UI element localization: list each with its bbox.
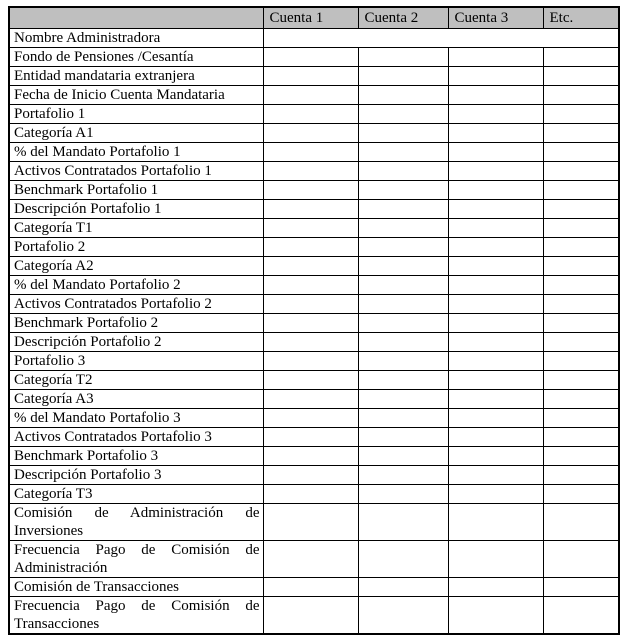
row-label: Categoría A3 xyxy=(9,390,263,409)
row-label: Categoría T3 xyxy=(9,485,263,504)
row-label: Benchmark Portafolio 3 xyxy=(9,447,263,466)
value-cell-cuenta-3 xyxy=(448,504,543,541)
value-cell-cuenta-2 xyxy=(358,162,448,181)
value-cell-cuenta-2 xyxy=(358,181,448,200)
value-cell-cuenta-1 xyxy=(263,541,358,578)
value-cell-cuenta-1 xyxy=(263,238,358,257)
value-cell-cuenta-1 xyxy=(263,219,358,238)
row-label: Categoría T1 xyxy=(9,219,263,238)
table-row xyxy=(9,504,619,541)
value-cell-cuenta-4 xyxy=(543,485,619,504)
table-row xyxy=(9,86,619,105)
header-cell-cuenta-2: Cuenta 2 xyxy=(358,7,448,29)
row-label: Fondo de Pensiones /Cesantía xyxy=(9,48,263,67)
value-cell-cuenta-1 xyxy=(263,143,358,162)
value-cell-cuenta-2 xyxy=(358,466,448,485)
value-cell-cuenta-4 xyxy=(543,504,619,541)
value-cell-cuenta-2 xyxy=(358,238,448,257)
value-cell-cuenta-3 xyxy=(448,181,543,200)
value-cell-cuenta-1 xyxy=(263,428,358,447)
row-label: Categoría T2 xyxy=(9,371,263,390)
value-cell-cuenta-2 xyxy=(358,48,448,67)
value-cell-cuenta-1 xyxy=(263,276,358,295)
row-label: Activos Contratados Portafolio 3 xyxy=(9,428,263,447)
value-cell-cuenta-3 xyxy=(448,314,543,333)
value-cell-cuenta-2 xyxy=(358,276,448,295)
value-cell-cuenta-3 xyxy=(448,333,543,352)
value-cell-cuenta-3 xyxy=(448,390,543,409)
table-row xyxy=(9,29,619,48)
value-cell-cuenta-3 xyxy=(448,238,543,257)
value-cell-cuenta-2 xyxy=(358,485,448,504)
value-cell-cuenta-1 xyxy=(263,105,358,124)
row-label: Activos Contratados Portafolio 2 xyxy=(9,295,263,314)
value-cell-cuenta-2 xyxy=(358,105,448,124)
value-cell-cuenta-1 xyxy=(263,200,358,219)
table-row xyxy=(9,67,619,86)
value-cell-cuenta-3 xyxy=(448,124,543,143)
value-cell-cuenta-1 xyxy=(263,162,358,181)
value-cell-cuenta-4 xyxy=(543,428,619,447)
table-row xyxy=(9,257,619,276)
value-cell-cuenta-3 xyxy=(448,200,543,219)
table-row xyxy=(9,162,619,181)
value-cell-cuenta-2 xyxy=(358,578,448,597)
row-label: Portafolio 2 xyxy=(9,238,263,257)
row-label: Frecuencia Pago de Comisión de Administración xyxy=(9,541,263,578)
row-label: Nombre Administradora xyxy=(9,29,263,48)
value-cell-cuenta-4 xyxy=(543,48,619,67)
value-cell-cuenta-4 xyxy=(543,447,619,466)
value-cell-cuenta-3 xyxy=(448,67,543,86)
row-label: Descripción Portafolio 2 xyxy=(9,333,263,352)
row-label: Comisión de Transacciones xyxy=(9,578,263,597)
row-label: Comisión de Administración de Inversiones xyxy=(9,504,263,541)
row-label: Fecha de Inicio Cuenta Mandataria xyxy=(9,86,263,105)
value-cell-cuenta-2 xyxy=(358,333,448,352)
value-cell-cuenta-3 xyxy=(448,485,543,504)
value-cell-cuenta-3 xyxy=(448,428,543,447)
value-cell-cuenta-4 xyxy=(543,295,619,314)
row-label: Benchmark Portafolio 1 xyxy=(9,181,263,200)
value-cell-cuenta-4 xyxy=(543,597,619,635)
row-label: Activos Contratados Portafolio 1 xyxy=(9,162,263,181)
value-cell-cuenta-2 xyxy=(358,257,448,276)
value-cell-cuenta-2 xyxy=(358,504,448,541)
table-row xyxy=(9,105,619,124)
row-label: Descripción Portafolio 1 xyxy=(9,200,263,219)
value-cell-cuenta-4 xyxy=(543,162,619,181)
table-row xyxy=(9,200,619,219)
value-cell-cuenta-1 xyxy=(263,333,358,352)
row-label: Descripción Portafolio 3 xyxy=(9,466,263,485)
value-cell-cuenta-2 xyxy=(358,219,448,238)
value-cell-cuenta-3 xyxy=(448,86,543,105)
value-cell-cuenta-2 xyxy=(358,67,448,86)
value-cell-cuenta-1 xyxy=(263,485,358,504)
value-cell-cuenta-3 xyxy=(448,257,543,276)
value-cell-cuenta-1 xyxy=(263,67,358,86)
value-cell-cuenta-4 xyxy=(543,333,619,352)
table-row xyxy=(9,409,619,428)
value-cell-cuenta-4 xyxy=(543,86,619,105)
value-cell-cuenta-4 xyxy=(543,124,619,143)
row-label: Portafolio 3 xyxy=(9,352,263,371)
value-cell-cuenta-4 xyxy=(543,238,619,257)
value-cell-cuenta-2 xyxy=(358,352,448,371)
value-cell-cuenta-3 xyxy=(448,597,543,635)
table-row xyxy=(9,541,619,578)
table-row xyxy=(9,124,619,143)
value-cell-cuenta-4 xyxy=(543,578,619,597)
table-row xyxy=(9,485,619,504)
value-cell-cuenta-3 xyxy=(448,143,543,162)
value-cell-cuenta-1 xyxy=(263,466,358,485)
value-cell-cuenta-2 xyxy=(358,390,448,409)
value-cell-cuenta-2 xyxy=(358,124,448,143)
value-cell-cuenta-1 xyxy=(263,597,358,635)
value-cell-cuenta-2 xyxy=(358,143,448,162)
table-row xyxy=(9,48,619,67)
table-row xyxy=(9,352,619,371)
row-label: Categoría A2 xyxy=(9,257,263,276)
value-cell-merged xyxy=(263,29,619,48)
value-cell-cuenta-1 xyxy=(263,371,358,390)
value-cell-cuenta-1 xyxy=(263,409,358,428)
value-cell-cuenta-4 xyxy=(543,390,619,409)
table-header xyxy=(9,7,619,29)
value-cell-cuenta-3 xyxy=(448,162,543,181)
value-cell-cuenta-1 xyxy=(263,181,358,200)
table-row xyxy=(9,276,619,295)
header-cell-cuenta-1: Cuenta 1 xyxy=(263,7,358,29)
table-row xyxy=(9,371,619,390)
table-row xyxy=(9,597,619,635)
value-cell-cuenta-2 xyxy=(358,200,448,219)
value-cell-cuenta-2 xyxy=(358,86,448,105)
value-cell-cuenta-3 xyxy=(448,409,543,428)
value-cell-cuenta-4 xyxy=(543,219,619,238)
table-row xyxy=(9,466,619,485)
value-cell-cuenta-1 xyxy=(263,578,358,597)
value-cell-cuenta-3 xyxy=(448,541,543,578)
row-label: Benchmark Portafolio 2 xyxy=(9,314,263,333)
value-cell-cuenta-3 xyxy=(448,48,543,67)
value-cell-cuenta-1 xyxy=(263,48,358,67)
value-cell-cuenta-1 xyxy=(263,257,358,276)
table-row xyxy=(9,238,619,257)
value-cell-cuenta-2 xyxy=(358,447,448,466)
value-cell-cuenta-4 xyxy=(543,409,619,428)
table-row xyxy=(9,333,619,352)
row-label: Frecuencia Pago de Comisión de Transacciones xyxy=(9,597,263,635)
value-cell-cuenta-2 xyxy=(358,314,448,333)
value-cell-cuenta-3 xyxy=(448,371,543,390)
value-cell-cuenta-3 xyxy=(448,105,543,124)
row-label: Categoría A1 xyxy=(9,124,263,143)
row-label: % del Mandato Portafolio 3 xyxy=(9,409,263,428)
value-cell-cuenta-2 xyxy=(358,371,448,390)
row-label: Entidad mandataria extranjera xyxy=(9,67,263,86)
value-cell-cuenta-3 xyxy=(448,295,543,314)
table-row xyxy=(9,219,619,238)
value-cell-cuenta-1 xyxy=(263,390,358,409)
value-cell-cuenta-2 xyxy=(358,428,448,447)
header-cell-etc: Etc. xyxy=(543,7,619,29)
value-cell-cuenta-3 xyxy=(448,466,543,485)
table-body xyxy=(9,29,619,635)
value-cell-cuenta-3 xyxy=(448,219,543,238)
value-cell-cuenta-4 xyxy=(543,541,619,578)
row-label: % del Mandato Portafolio 1 xyxy=(9,143,263,162)
value-cell-cuenta-3 xyxy=(448,352,543,371)
value-cell-cuenta-4 xyxy=(543,352,619,371)
value-cell-cuenta-1 xyxy=(263,352,358,371)
value-cell-cuenta-1 xyxy=(263,504,358,541)
value-cell-cuenta-3 xyxy=(448,578,543,597)
row-label: % del Mandato Portafolio 2 xyxy=(9,276,263,295)
value-cell-cuenta-1 xyxy=(263,86,358,105)
table-row xyxy=(9,447,619,466)
value-cell-cuenta-3 xyxy=(448,447,543,466)
value-cell-cuenta-1 xyxy=(263,314,358,333)
value-cell-cuenta-2 xyxy=(358,295,448,314)
value-cell-cuenta-4 xyxy=(543,200,619,219)
value-cell-cuenta-4 xyxy=(543,67,619,86)
header-cell-label xyxy=(9,7,263,29)
value-cell-cuenta-4 xyxy=(543,466,619,485)
table-row xyxy=(9,390,619,409)
value-cell-cuenta-4 xyxy=(543,181,619,200)
table-row xyxy=(9,143,619,162)
value-cell-cuenta-1 xyxy=(263,295,358,314)
value-cell-cuenta-1 xyxy=(263,447,358,466)
value-cell-cuenta-4 xyxy=(543,105,619,124)
value-cell-cuenta-2 xyxy=(358,597,448,635)
table-row xyxy=(9,314,619,333)
header-row xyxy=(9,7,619,29)
mandato-accounts-table xyxy=(8,6,620,635)
table-row xyxy=(9,578,619,597)
table-row xyxy=(9,295,619,314)
value-cell-cuenta-4 xyxy=(543,276,619,295)
value-cell-cuenta-4 xyxy=(543,257,619,276)
header-cell-cuenta-3: Cuenta 3 xyxy=(448,7,543,29)
table-row xyxy=(9,428,619,447)
value-cell-cuenta-4 xyxy=(543,143,619,162)
value-cell-cuenta-4 xyxy=(543,314,619,333)
value-cell-cuenta-3 xyxy=(448,276,543,295)
value-cell-cuenta-4 xyxy=(543,371,619,390)
value-cell-cuenta-1 xyxy=(263,124,358,143)
value-cell-cuenta-2 xyxy=(358,409,448,428)
row-label: Portafolio 1 xyxy=(9,105,263,124)
value-cell-cuenta-2 xyxy=(358,541,448,578)
table-row xyxy=(9,181,619,200)
